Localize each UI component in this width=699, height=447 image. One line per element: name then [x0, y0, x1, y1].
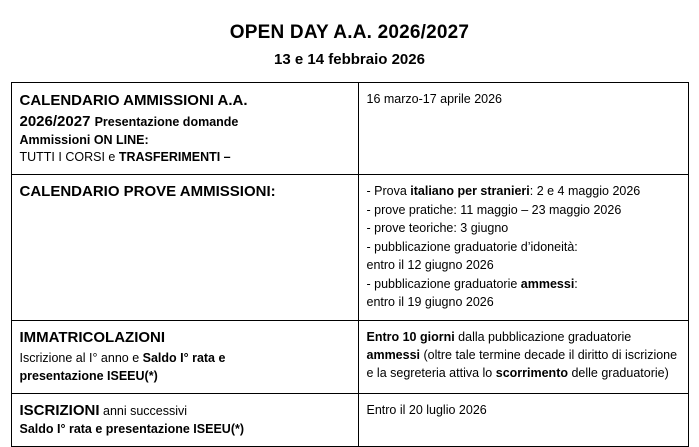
registration-title: ISCRIZIONI	[19, 401, 100, 419]
row-admissions-calendar-value	[358, 83, 688, 175]
enrollment-balance-text: Saldo I° rata e	[142, 351, 226, 366]
exams-item-bold: ammessi	[520, 276, 575, 291]
enrollment-deadline-bold-3: scorrimento	[495, 366, 568, 381]
page-title: OPEN DAY A.A. 2026/2027	[229, 22, 470, 43]
registration-balance-iseeu: Saldo I° rata e presentazione ISEEU(*)	[19, 421, 245, 436]
exams-item	[367, 182, 680, 201]
enrollment-deadline	[367, 328, 680, 382]
enrollment-deadline-bold-1: Entro 10 giorni	[366, 329, 455, 344]
enrollment-first-year-text: Iscrizione al I° anno e	[19, 351, 143, 366]
admissions-courses-text: TUTTI I CORSI e	[19, 149, 119, 164]
table-row	[11, 320, 688, 393]
enrollment-deadline-text-3: delle graduatorie)	[568, 366, 669, 381]
exams-calendar-title: CALENDARIO PROVE AMMISSIONI:	[19, 183, 276, 201]
exams-item-post: : 2 e 4 maggio 2026	[529, 184, 641, 199]
exams-item-pre: - pubblicazione graduatorie	[366, 276, 521, 291]
admissions-online-label: Ammissioni ON LINE:	[19, 133, 149, 148]
exams-item-post: :	[574, 276, 578, 291]
enrollment-deadline-text-2: (oltre tale termine decade il diritto di iscrizione e la segreteria attiva lo	[366, 348, 678, 381]
document-title-block	[0, 0, 699, 68]
admissions-transfers-text: TRASFERIMENTI –	[118, 149, 231, 164]
admissions-dates: 16 marzo-17 aprile 2026	[366, 92, 502, 107]
exams-item-bold: italiano per stranieri	[410, 184, 530, 199]
row-enrollment-value	[358, 320, 688, 393]
enrollment-iseeu-text: presentazione ISEEU(*)	[19, 368, 158, 383]
admissions-calendar-subtitle: Presentazione domande	[94, 115, 239, 130]
table-row	[11, 393, 688, 446]
enrollment-deadline-text-1: dalla pubblicazione graduatorie	[454, 329, 632, 344]
exams-item: - prove pratiche: 11 maggio – 23 maggio 2026	[366, 202, 622, 217]
row-exams-calendar-value	[358, 175, 688, 321]
exams-item: entro il 19 giugno 2026	[366, 295, 494, 310]
row-exams-calendar-label	[11, 175, 358, 321]
registration-subsequent-years: anni successivi	[99, 403, 188, 418]
enrollment-title: IMMATRICOLAZIONI	[19, 328, 166, 346]
enrollment-deadline-bold-2: ammessi	[366, 348, 421, 363]
exams-item: entro il 12 giugno 2026	[366, 258, 494, 273]
exams-item: - pubblicazione graduatorie d’idoneità:	[366, 239, 578, 254]
admissions-calendar-year: 2026/2027	[19, 113, 91, 131]
schedule-table	[11, 82, 689, 447]
row-admissions-calendar-label	[11, 83, 358, 175]
exams-item-pre: - Prova	[366, 184, 411, 199]
row-registration-value	[358, 393, 688, 446]
page-subtitle: 13 e 14 febbraio 2026	[274, 50, 425, 68]
admissions-calendar-title-line1: CALENDARIO AMMISSIONI A.A.	[19, 92, 248, 110]
exams-item: - prove teoriche: 3 giugno	[366, 221, 509, 236]
row-enrollment-label	[11, 320, 358, 393]
table-row	[11, 175, 688, 321]
exams-item	[367, 275, 680, 294]
row-registration-label	[11, 393, 358, 446]
registration-deadline: Entro il 20 luglio 2026	[366, 402, 487, 417]
table-row	[11, 83, 688, 175]
